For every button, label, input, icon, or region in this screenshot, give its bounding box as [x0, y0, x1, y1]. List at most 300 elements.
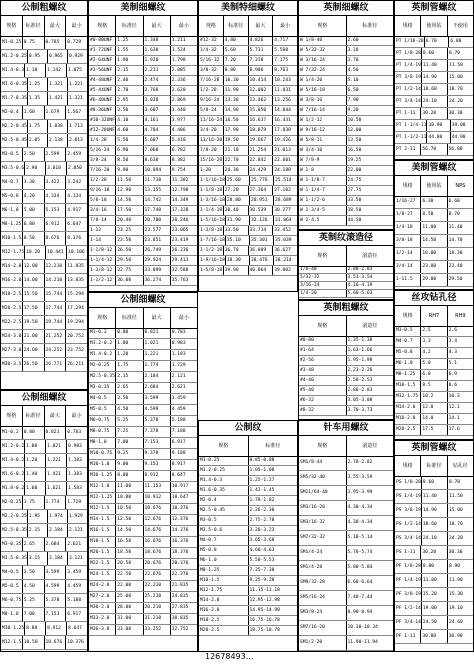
- table-cell: 6.782: [171, 148, 186, 153]
- column-header: 规格: [299, 16, 347, 36]
- table-cell: 6.647: [67, 222, 82, 227]
- table-cell: M6-0.75: [89, 416, 116, 426]
- table-cell: M18-1.5: [89, 537, 116, 547]
- table-cell: 1-11.5: [395, 274, 421, 286]
- table-row: [199, 186, 297, 196]
- table-cell: M6-0.75: [1, 594, 23, 607]
- table-cell: 24.30: [224, 166, 249, 175]
- rows: [1, 426, 87, 651]
- table-row: [1, 64, 87, 78]
- table-cell: 2.621: [67, 542, 82, 547]
- table-cell: 33.50: [224, 226, 249, 235]
- table-cell: 18.30: [448, 251, 463, 256]
- table-cell: 20.676: [144, 559, 171, 569]
- table-cell: 38.30: [226, 256, 250, 265]
- table-cell: 3.242: [67, 180, 82, 185]
- table-cell: M1.2-0.2: [1, 440, 25, 453]
- column-header: 滚造径: [362, 323, 378, 329]
- table-cell: 8.917: [171, 462, 186, 467]
- table-cell: M1.7-0.35: [1, 92, 28, 105]
- section-title: 英制纹滚造径: [299, 231, 393, 246]
- table-cell: 19.744: [45, 316, 67, 329]
- table-cell: PT 1-1/4-11: [395, 120, 427, 131]
- table-cell: 5.25: [23, 594, 45, 607]
- table-cell: 8.376: [67, 236, 82, 241]
- table-cell: 24.188: [274, 168, 291, 173]
- table-cell: 7.153: [45, 608, 67, 621]
- table-cell: 1.75: [23, 496, 45, 509]
- table-cell: #10-32UNF: [90, 118, 115, 123]
- table-cell: 4.80: [224, 36, 249, 45]
- table-cell: 1.25-1.27: [249, 478, 275, 483]
- table-row: [395, 222, 473, 235]
- column-header: NPS: [455, 183, 466, 189]
- table-row: [1, 120, 87, 134]
- table-cell: 8.50: [421, 209, 447, 221]
- column-header: 规格: [89, 308, 116, 328]
- table-cell: 6.30: [421, 196, 447, 208]
- table-cell: M8-1.25: [395, 370, 421, 380]
- table-cell: 2.121: [171, 374, 186, 379]
- column-header: 最小: [280, 23, 291, 29]
- table-row: [199, 46, 297, 56]
- table-cell: 28.689: [274, 198, 292, 203]
- table-cell: 18.676: [144, 548, 171, 558]
- table-cell: PS 1/2-14: [395, 518, 422, 531]
- table-cell: 36.627: [274, 248, 291, 253]
- table-row: [299, 290, 393, 298]
- table-row: [89, 216, 197, 226]
- table-cell: 19.294: [67, 320, 84, 325]
- table-cell: 14.376: [171, 528, 189, 533]
- table-cell: 5/8-18: [89, 196, 116, 205]
- table-cell: 7.318: [249, 56, 274, 65]
- table-cell: 10.80: [116, 493, 143, 503]
- table-cell: 1.05-1.08: [249, 468, 275, 473]
- table-row: [395, 504, 473, 518]
- section-uk-roll: [298, 230, 394, 300]
- table-cell: 2.80-2.83: [347, 267, 373, 272]
- table-cell: 10.376: [171, 506, 189, 511]
- table-cell: M4-0.5: [1, 566, 23, 579]
- table-cell: M14-2.0: [395, 403, 421, 413]
- table-cell: 4.50: [23, 580, 45, 593]
- table-cell: 19.667: [249, 136, 274, 145]
- table-cell: SM5/16-24: [299, 591, 347, 605]
- table-cell: 7.90: [347, 98, 359, 103]
- column-header: 最小: [178, 23, 189, 29]
- table-cell: 7.35-7.38: [249, 568, 275, 573]
- table-cell: 3.15: [28, 552, 48, 565]
- table-cell: 5.188: [67, 598, 82, 603]
- column-header: 不使用: [452, 23, 468, 29]
- table-cell: M16-2.0: [199, 606, 249, 615]
- table-cell: 17.744: [45, 302, 67, 315]
- table-cell: W 3/4-10: [299, 146, 347, 155]
- column-header: 标准径: [23, 16, 45, 36]
- table-cell: 4.2: [421, 348, 447, 358]
- table-cell: 1-1/4-18: [200, 208, 223, 213]
- table-row: [1, 330, 87, 344]
- table-cell: 35.301: [250, 236, 274, 245]
- table-row: [89, 559, 197, 570]
- table-cell: 16.431: [274, 118, 291, 123]
- column-headers: [1, 406, 87, 427]
- table-cell: M12-1.25: [89, 493, 116, 503]
- table-cell: 15.20: [422, 588, 448, 601]
- table-cell: M12-1.5: [1, 636, 23, 649]
- table-cell: 30.80: [421, 630, 447, 643]
- table-cell: 11.40: [448, 225, 463, 230]
- table-cell: 1-3/8-18: [200, 228, 223, 233]
- table-cell: 2.768: [144, 86, 171, 95]
- table-cell: 1.75: [116, 361, 143, 371]
- section-title: 美制特细螺纹: [199, 1, 297, 16]
- table-cell: M6-1.0: [199, 556, 249, 565]
- table-row: [299, 561, 393, 576]
- table-cell: 29.413: [171, 258, 189, 263]
- table-cell: 1/2-14: [395, 248, 421, 260]
- table-cell: 7.25: [116, 427, 143, 437]
- section-us-fine: [88, 0, 198, 292]
- table-row: [395, 546, 473, 560]
- table-cell: 5.80-5.84: [347, 565, 373, 570]
- table-cell: 1.221: [46, 454, 67, 467]
- table-cell: 13.462: [249, 96, 274, 105]
- table-cell: 8.70: [448, 212, 460, 217]
- table-cell: 0.821: [45, 426, 67, 439]
- table-cell: 27.364: [249, 186, 274, 195]
- table-cell: #5-44UNF: [89, 86, 116, 95]
- table-cell: 0.983: [171, 341, 186, 346]
- column-header: 规格: [89, 16, 116, 36]
- table-row: [89, 372, 197, 383]
- table-cell: 21.254: [249, 146, 274, 155]
- table-cell: 12.00: [347, 128, 362, 133]
- table-cell: W 1-3/4-5: [299, 206, 347, 215]
- table-cell: 23.752: [67, 348, 84, 353]
- section-metric-coarse: [0, 0, 88, 390]
- table-cell: 1-1/8-12: [89, 246, 116, 255]
- table-cell: #1-72UNF: [89, 46, 116, 55]
- table-cell: 13.155: [144, 186, 171, 195]
- table-cell: 5.731: [249, 46, 274, 55]
- table-cell: 4.20: [23, 190, 45, 203]
- table-row: [199, 486, 297, 496]
- table-cell: 2.23-2.26: [347, 368, 373, 373]
- table-row: [395, 574, 473, 588]
- table-cell: #0-80UNF: [89, 36, 116, 45]
- table-cell: 1.729: [67, 500, 82, 505]
- watermark: 12678493...: [205, 652, 254, 661]
- table-cell: #3-56UNF: [89, 66, 116, 75]
- table-row: [89, 136, 197, 146]
- table-row: [299, 366, 393, 376]
- table-cell: 3.70-3.73: [347, 408, 373, 413]
- table-cell: 4.459: [67, 584, 82, 589]
- section-uk-fine: [298, 0, 394, 230]
- table-row: [89, 515, 197, 526]
- table-cell: 28.80: [226, 196, 250, 205]
- table-row: [199, 546, 297, 556]
- table-cell: 36.274: [144, 276, 171, 285]
- table-row: [199, 196, 297, 206]
- table-cell: 3.422: [45, 176, 67, 189]
- table-row: [299, 336, 393, 346]
- table-row: [395, 425, 473, 436]
- table-cell: M1.6-0.35: [199, 486, 249, 495]
- table-row: [299, 56, 393, 66]
- table-row: [1, 496, 87, 510]
- rows: [89, 328, 197, 651]
- table-cell: 38.476: [250, 256, 274, 265]
- table-cell: 30.277: [274, 208, 291, 213]
- table-cell: PT 2-11: [395, 144, 421, 155]
- table-cell: M12-1.75: [199, 586, 249, 595]
- table-cell: 14.349: [171, 198, 189, 203]
- table-cell: M36-3.0: [89, 625, 116, 635]
- table-cell: 7/16-28: [199, 76, 224, 85]
- table-cell: 23.577: [144, 226, 171, 235]
- rows: [299, 456, 393, 651]
- table-cell: M24-3.0: [1, 330, 23, 343]
- table-cell: 16.50: [224, 116, 249, 125]
- table-cell: 8.912: [46, 622, 67, 635]
- table-cell: 6.60-6.64: [347, 580, 373, 585]
- table-cell: 1.348: [144, 36, 171, 45]
- table-row: [395, 84, 473, 96]
- table-cell: 32.75: [116, 266, 143, 275]
- table-row: [1, 316, 87, 330]
- table-cell: 1-20: [199, 166, 224, 175]
- table-cell: 24.00: [23, 344, 45, 357]
- table-row: [89, 581, 197, 592]
- table-cell: 3.010: [46, 162, 67, 175]
- table-row: [199, 56, 297, 66]
- table-row: [89, 46, 197, 56]
- table-row: [89, 449, 197, 460]
- table-cell: 2.50: [23, 148, 45, 161]
- table-cell: 56.80: [448, 147, 463, 152]
- table-cell: 7.40-7.44: [347, 595, 373, 600]
- table-cell: 1-7/16-18: [200, 238, 225, 243]
- table-cell: 3/8-18: [395, 235, 421, 247]
- table-cell: 5/32-32: [299, 274, 347, 281]
- table-cell: 3.599: [45, 566, 67, 579]
- table-cell: 2.50-2.53: [347, 378, 373, 383]
- table-cell: 15.30: [448, 592, 463, 597]
- table-cell: 30.835: [171, 616, 189, 621]
- table-row: [89, 266, 197, 276]
- table-cell: 12.002: [249, 86, 274, 95]
- table-cell: 1.183: [171, 352, 186, 357]
- column-header: 标准径: [116, 16, 143, 36]
- section-title: 英制管螺纹: [395, 1, 473, 16]
- table-cell: 23.065: [171, 228, 189, 233]
- table-cell: 21.10: [224, 146, 249, 155]
- table-row: [89, 438, 197, 449]
- table-cell: PT 3/4-14: [395, 96, 422, 107]
- table-row: [89, 350, 197, 361]
- table-cell: 17.50: [23, 302, 45, 315]
- table-cell: 9.754: [171, 168, 186, 173]
- table-cell: 2.684: [45, 538, 67, 551]
- table-row: [1, 454, 87, 468]
- table-cell: SM1/2-20: [299, 636, 347, 650]
- table-row: [299, 282, 393, 290]
- table-cell: 11.710: [144, 176, 171, 185]
- table-cell: 36.889: [249, 246, 274, 255]
- table-cell: 8.90-8.94: [347, 610, 373, 615]
- table-row: [395, 392, 473, 403]
- table-cell: 10.094: [144, 166, 171, 175]
- table-cell: 28.00: [116, 603, 143, 613]
- table-row: [299, 186, 393, 196]
- table-cell: 8.60: [422, 48, 448, 59]
- table-row: [395, 60, 473, 72]
- table-cell: 3.95-3.99: [347, 490, 373, 495]
- table-cell: 44.90: [451, 135, 466, 140]
- table-cell: 1-5/16-18: [200, 218, 225, 223]
- table-row: [299, 216, 393, 226]
- table-cell: 7.060: [144, 146, 171, 155]
- table-cell: 5.60-5.63: [347, 291, 373, 296]
- table-cell: 33.00: [116, 625, 143, 635]
- table-cell: 16.637: [249, 116, 274, 125]
- table-row: [395, 476, 473, 490]
- table-cell: 5.188: [171, 418, 186, 423]
- table-cell: 10.2: [421, 392, 447, 402]
- table-row: [395, 337, 473, 348]
- table-cell: 29.50: [116, 256, 143, 265]
- table-cell: 11.835: [67, 264, 84, 269]
- section-needle-thread: [298, 420, 394, 652]
- table-cell: M18-2.5: [1, 288, 23, 301]
- table-row: [1, 190, 87, 204]
- table-row: [199, 266, 297, 276]
- table-row: [1, 482, 87, 496]
- column-header: 标准径: [362, 23, 378, 29]
- table-cell: M10-1.5: [199, 576, 249, 585]
- table-cell: 15.050: [249, 106, 274, 115]
- table-row: [299, 274, 393, 282]
- column-header: 最小: [71, 413, 82, 419]
- table-cell: W 1-1/4-7: [299, 186, 347, 195]
- table-cell: SM3/16-28: [299, 501, 347, 515]
- table-row: [1, 538, 87, 552]
- table-cell: 1.421: [46, 468, 67, 481]
- table-cell: W 5/8-11: [299, 136, 347, 145]
- table-cell: 0.929: [68, 54, 83, 59]
- table-cell: M2.5-0.45: [199, 506, 249, 515]
- table-cell: 3.50: [23, 566, 45, 579]
- column-header: 标准径: [224, 16, 249, 36]
- table-cell: 5.25: [116, 416, 143, 426]
- table-row: [89, 36, 197, 46]
- table-cell: 3/4-14: [395, 261, 421, 273]
- column-header: 规格: [395, 456, 421, 476]
- table-row: [89, 394, 197, 405]
- table-row: [299, 76, 393, 86]
- table-row: [395, 381, 473, 392]
- table-row: [299, 196, 393, 206]
- table-row: [299, 96, 393, 106]
- column-header: 使用钻: [421, 176, 447, 196]
- table-row: [1, 106, 87, 120]
- section-us-extra-fine: [198, 0, 298, 292]
- section-title: 公制细螺纹: [89, 293, 197, 308]
- table-row: [395, 588, 473, 602]
- table-cell: 1.798: [171, 58, 186, 63]
- table-row: [299, 501, 393, 516]
- table-cell: 23.851: [144, 236, 171, 245]
- table-cell: #8-36UNF: [89, 106, 116, 115]
- table-cell: 4.16-4.19: [347, 283, 373, 288]
- column-headers: [395, 16, 473, 37]
- table-row: [199, 116, 297, 126]
- table-row: [89, 625, 197, 636]
- table-cell: 14.50: [421, 235, 447, 247]
- table-cell: 2.684: [144, 383, 171, 393]
- table-cell: 8.906: [249, 66, 274, 75]
- table-cell: 36.00: [116, 276, 143, 285]
- table-cell: 1.95-1.98: [347, 358, 373, 363]
- table-cell: 8.90: [448, 564, 461, 569]
- table-cell: M2.5-0.35: [1, 524, 28, 537]
- table-cell: 1.774: [45, 496, 67, 509]
- table-cell: M16-2.0: [1, 274, 23, 287]
- table-row: [199, 606, 297, 616]
- table-cell: 2.459: [67, 152, 82, 157]
- table-cell: 8.60: [422, 476, 448, 489]
- table-cell: W 1-1/8-7: [299, 176, 347, 185]
- table-cell: 14.00: [23, 274, 45, 287]
- table-cell: 19.426: [274, 138, 291, 143]
- table-cell: 1.567: [67, 110, 82, 115]
- table-cell: M1-0.2: [1, 426, 23, 439]
- table-cell: M30-3.5: [1, 358, 23, 371]
- table-cell: 9/16-18: [89, 186, 116, 195]
- table-cell: M1.4-0.2: [89, 350, 116, 360]
- table-cell: 3.459: [171, 396, 186, 401]
- column-header: 标准径: [421, 456, 447, 476]
- table-row: [395, 235, 473, 248]
- table-cell: M2.5-0.35: [89, 372, 116, 382]
- rows: [395, 36, 473, 159]
- column-header: 规格: [1, 406, 23, 426]
- rows: [395, 196, 473, 289]
- table-cell: 6.9: [448, 372, 457, 377]
- table-cell: 44.80: [427, 132, 450, 143]
- table-cell: M10-1.5: [395, 381, 421, 391]
- table-cell: 2.75-2.78: [249, 518, 275, 523]
- table-cell: 2.850: [68, 166, 82, 171]
- table-row: [395, 132, 473, 144]
- rows: [299, 266, 393, 299]
- table-cell: PS 1/8-28: [395, 476, 422, 489]
- table-cell: 10.917: [171, 484, 189, 489]
- table-row: [89, 339, 197, 350]
- table-cell: 2.336: [171, 78, 186, 83]
- table-cell: M20-1.5: [89, 548, 116, 558]
- table-cell: M3.5-0.35: [1, 552, 28, 565]
- table-cell: 12.1: [448, 405, 460, 410]
- table-cell: 1.583: [68, 486, 82, 491]
- table-cell: 7.00: [23, 608, 45, 621]
- table-cell: 14.90: [422, 504, 448, 517]
- table-cell: M4-0.7: [1, 176, 23, 189]
- table-row: [89, 196, 197, 206]
